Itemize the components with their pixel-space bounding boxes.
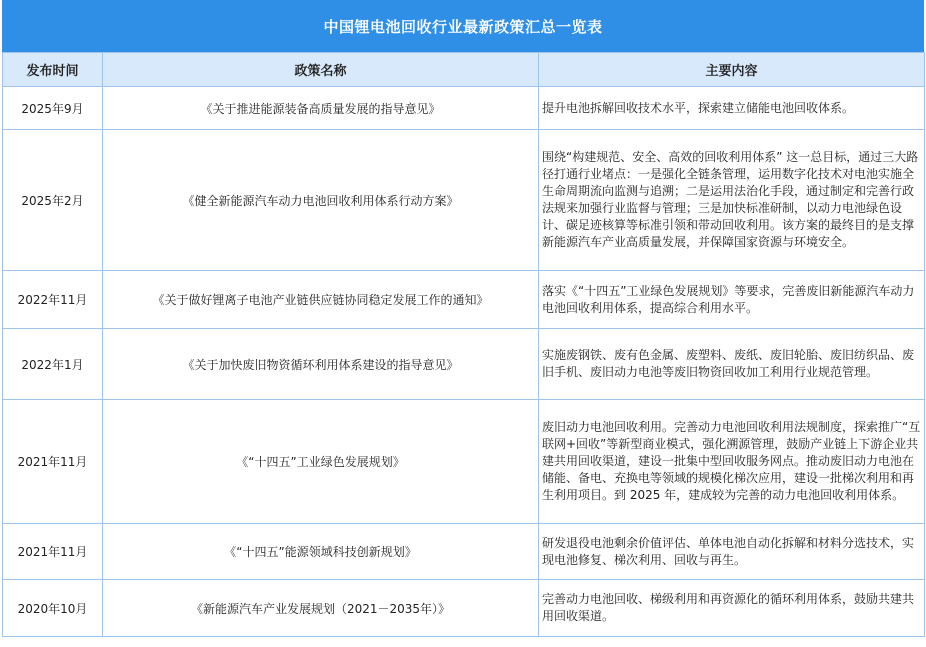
header-row bbox=[3, 53, 925, 87]
cell-content: 实施废钢铁、废有色金属、废塑料、废纸、废旧轮胎、废旧纺织品、废旧手机、废旧动力电池等废旧物资回收加工利用行业规范管理。 bbox=[539, 329, 925, 400]
table-row bbox=[3, 329, 925, 400]
cell-date: 2025年2月 bbox=[3, 130, 103, 271]
cell-date: 2025年9月 bbox=[3, 87, 103, 130]
table-row bbox=[3, 524, 925, 580]
table-row bbox=[3, 580, 925, 637]
cell-policy: 《关于加快废旧物资循环利用体系建设的指导意见》 bbox=[103, 329, 539, 400]
table-row bbox=[3, 130, 925, 271]
cell-date: 2021年11月 bbox=[3, 400, 103, 524]
cell-policy: 《新能源汽车产业发展规划（2021－2035年）》 bbox=[103, 580, 539, 637]
cell-content: 完善动力电池回收、梯级利用和再资源化的循环利用体系，鼓励共建共用回收渠道。 bbox=[539, 580, 925, 637]
cell-policy: 《健全新能源汽车动力电池回收利用体系行动方案》 bbox=[103, 130, 539, 271]
table-row bbox=[3, 87, 925, 130]
cell-date: 2021年11月 bbox=[3, 524, 103, 580]
policy-table-container bbox=[2, 0, 924, 637]
table-row bbox=[3, 271, 925, 329]
cell-date: 2020年10月 bbox=[3, 580, 103, 637]
cell-policy: 《关于做好锂离子电池产业链供应链协同稳定发展工作的通知》 bbox=[103, 271, 539, 329]
cell-policy: 《“十四五”工业绿色发展规划》 bbox=[103, 400, 539, 524]
cell-content: 废旧动力电池回收利用。完善动力电池回收利用法规制度，探索推广“互联网+回收”等新型商业模式，强化溯源管理，鼓励产业链上下游企业共建共用回收渠道，建设一批集中型回收服务网点。推动废旧动力电池在储能、备电、充换电等领域的规模化梯次应用，建设一批梯次利用和再生利用项目。到 2025 年，建成较为完善的动力电池回收利用体系。 bbox=[539, 400, 925, 524]
cell-content: 研发退役电池剩余价值评估、单体电池自动化拆解和材料分选技术，实现电池修复、梯次利用、回收与再生。 bbox=[539, 524, 925, 580]
cell-content: 落实《“十四五”工业绿色发展规划》等要求，完善废旧新能源汽车动力电池回收利用体系，提高综合利用水平。 bbox=[539, 271, 925, 329]
column-header-content: 主要内容 bbox=[539, 53, 925, 87]
cell-content: 围绕“构建规范、安全、高效的回收利用体系” 这一总目标，通过三大路径打通行业堵点：一是强化全链条管理，运用数字化技术对电池实施全生命周期流向监测与追溯；二是运用法治化手段，通过制定和完善行政法规来加强行业监督与管理；三是加快标准研制，以动力电池绿色设计、碳足迹核算等标准引领和带动回收利用。该方案的最终目的是支撑新能源汽车产业高质量发展，并保障国家资源与环境安全。 bbox=[539, 130, 925, 271]
table-row bbox=[3, 400, 925, 524]
cell-content: 提升电池拆解回收技术水平，探索建立储能电池回收体系。 bbox=[539, 87, 925, 130]
cell-policy: 《“十四五”能源领域科技创新规划》 bbox=[103, 524, 539, 580]
column-header-date: 发布时间 bbox=[3, 53, 103, 87]
cell-date: 2022年1月 bbox=[3, 329, 103, 400]
cell-date: 2022年11月 bbox=[3, 271, 103, 329]
cell-policy: 《关于推进能源装备高质量发展的指导意见》 bbox=[103, 87, 539, 130]
policy-table bbox=[2, 52, 925, 637]
column-header-policy: 政策名称 bbox=[103, 53, 539, 87]
table-title: 中国锂电池回收行业最新政策汇总一览表 bbox=[2, 0, 924, 52]
